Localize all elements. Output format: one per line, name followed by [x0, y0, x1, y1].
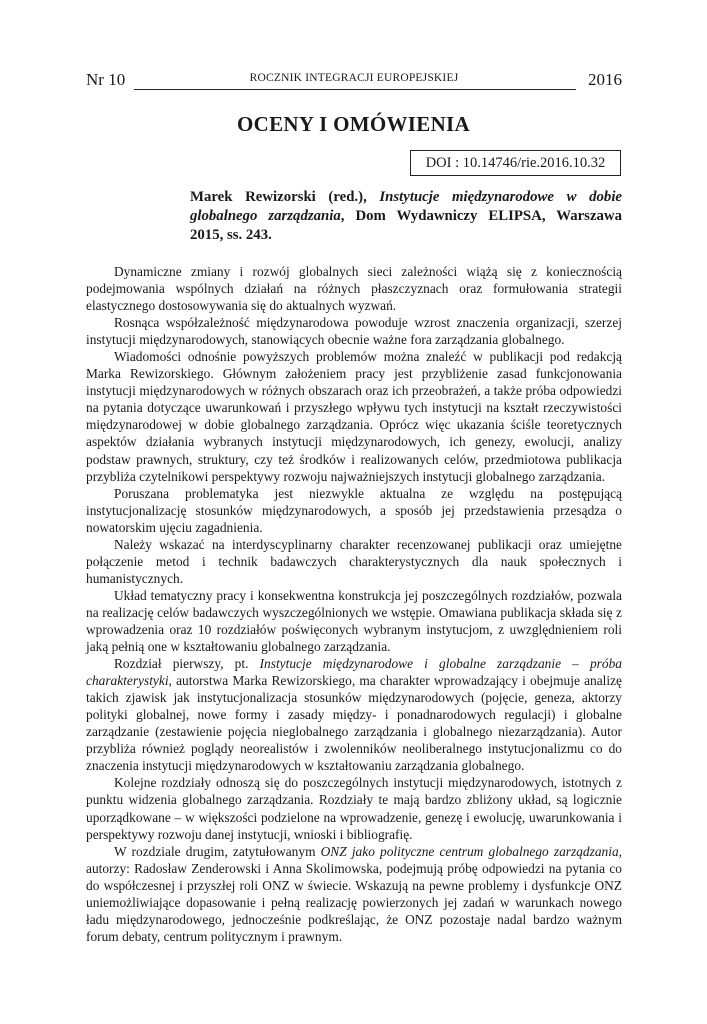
citation-book-title: Instytucje międzynarodowe w dobie globalnego zarządzania [190, 189, 622, 224]
citation-publisher: , Dom Wydawniczy ELIPSA, Warszawa 2015, ss. 243. [190, 208, 622, 243]
paragraph: Rosnąca współzależność międzynarodowa powoduje wzrost znaczenia organizacji, szerzej instytucji międzynarodowych, stanowiących obecnie ważne fora zarządzania globalnego. [86, 315, 622, 348]
paragraph-text: W rozdziale drugim, zatytułowanym [114, 843, 321, 859]
issue-number: Nr 10 [86, 70, 126, 89]
paragraph [86, 655, 622, 774]
paragraph: Należy wskazać na interdyscyplinarny charakter recenzowanej publikacji oraz umiejętne połączenie metod i technik badawczych charakterystycznych dla nauk społecznych i humanistycznych. [86, 536, 622, 586]
doi-box: DOI : 10.14746/rie.2016.10.32 [410, 150, 621, 176]
section-title: OCENY I OMÓWIENIA [236, 112, 470, 136]
paragraph [86, 843, 622, 945]
paragraph-text: , autorzy: Radosław Zenderowski i Anna Skolimowska, podejmują próbę odpowiedzi na pytania co do współczesnej i przyszłej roli ONZ w świecie. Wskazują na pewne problemy i dysfunkcje ONZ uniemożliwiające dopasowanie i pełną realizację powierzonych jej zadań w warunkach nowego ładu międzynarodowego, jednocześnie podkreślając, że ONZ pozostaje nadal bardzo ważnym forum debaty, centrum politycznym i prawnym. [86, 843, 622, 944]
chapter-title: Instytucje międzynarodowe i globalne zarządzanie – próba charakterystyki [86, 656, 622, 689]
paragraph-text: Rozdział pierwszy, pt. [114, 656, 260, 672]
paragraph: Układ tematyczny pracy i konsekwentna konstrukcja jej poszczególnych rozdziałów, pozwala na realizację celów badawczych wyszczególnionych we wstępie. Omawiana publikacja składa się z wprowadzenia oraz 10 rozdziałów poświęconych wybranym instytucjom, z uwzględnieniem roli jaką pełnią one w kształtowaniu globalnego zarządzania. [86, 587, 622, 655]
issue-year: 2016 [588, 70, 622, 89]
chapter-title: ONZ jako polityczne centrum globalnego zarządzania [320, 843, 619, 859]
paragraph: Wiadomości odnośnie powyższych problemów można znaleźć w publikacji pod redakcją Marka Rewizorskiego. Głównym założeniem pracy jest przybliżenie zasad funkcjonowania instytucji międzynarodowych w różnych obszarach oraz ich przeobrażeń, a także próba odpowiedzi na pytania dotyczące uwarunkowań i przyszłego wpływu tych instytucji na kształt rzeczywistości międzynarodowej w dobie globalnego zarządzania. Oprócz więc ukazania ściśle teoretycznych aspektów działania wybranych instytucji międzynarodowych, ich genezy, ewolucji, analizy podstaw prawnych, struktury, czy też środków i realizowanych celów, przedmiotowa publikacja przybliża czytelnikowi perspektywy rozwoju najważniejszych instytucji globalnego zarządzania. [86, 349, 622, 484]
citation-author: Marek Rewizorski (red.), [190, 189, 380, 205]
paragraph-text: , autorstwa Marka Rewizorskiego, ma charakter wprowadzający i obejmuje analizę takich zjawisk jak instytucjonalizacja stosunków międzynarodowych (pojęcie, geneza, aktorzy polityki globalnej, nowe formy i zasady między- i ponadnarodowych regulacji) i globalne zarządzanie (zestawienie pojęcia nieglobalnego zarządzania i globalnego niezarządzania). Autor przybliża również poglądy neorealistów i zwolenników neoliberalnego instytucjonalizmu co do znaczenia instytucji międzynarodowych w kształtowaniu zarządzania globalnego. [86, 673, 622, 774]
paragraph: Poruszana problematyka jest niezwykle aktualna ze względu na postępującą instytucjonalizację stosunków międzynarodowych, a sposób jej przedstawienia przesądza o nowatorskim ujęciu zagadnienia. [86, 485, 622, 535]
journal-title: ROCZNIK INTEGRACJI EUROPEJSKIEJ [249, 72, 459, 84]
header-rule [134, 89, 576, 90]
book-citation [190, 188, 622, 245]
review-body [86, 263, 622, 945]
running-header [86, 66, 622, 92]
paragraph: Kolejne rozdziały odnoszą się do poszczególnych instytucji międzynarodowych, istotnych z punktu widzenia globalnego zarządzania. Rozdziały te mają bardzo zbliżony układ, są logicznie uporządkowane – w większości podzielone na wprowadzenie, genezę i ewolucję, uwarunkowania i perspektywy rozwoju danej instytucji, wnioski i bibliografię. [86, 775, 622, 842]
paragraph: Dynamiczne zmiany i rozwój globalnych sieci zależności wiążą się z koniecznością podejmowania wspólnych działań na różnych płaszczyznach oraz formułowania strategii elastycznego dostosowywania się do aktualnych wyzwań. [86, 264, 622, 314]
